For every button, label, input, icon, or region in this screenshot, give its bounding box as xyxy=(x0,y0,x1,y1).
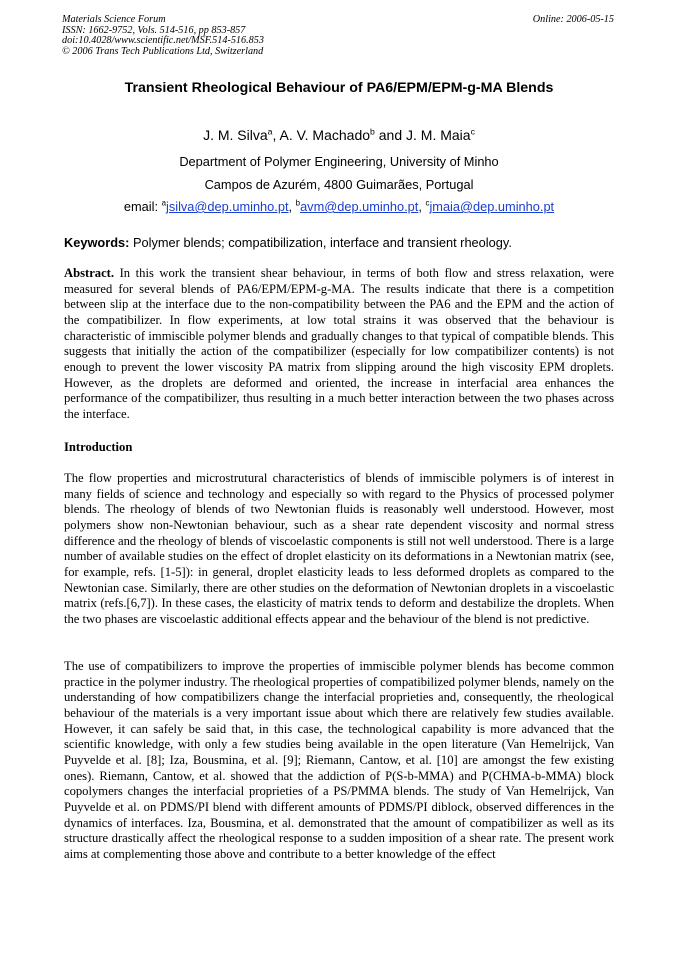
author-2-mark: b xyxy=(370,126,375,137)
email-line xyxy=(0,199,678,214)
paper-title: Transient Rheological Behaviour of PA6/EPM/EPM-g-MA Blends xyxy=(124,80,554,96)
author-3: J. M. Maia xyxy=(406,127,471,143)
online-date: Online: 2006-05-15 xyxy=(532,14,614,25)
keywords-label: Keywords: xyxy=(64,235,130,250)
author-2: A. V. Machado xyxy=(279,127,371,143)
email-link-3[interactable]: jmaia@dep.uminho.pt xyxy=(429,199,555,214)
email-link-1[interactable]: jsilva@dep.uminho.pt xyxy=(165,199,289,214)
intro-paragraph-2 xyxy=(64,659,614,863)
intro-paragraph-1 xyxy=(64,471,614,628)
affiliation-department: Department of Polymer Engineering, University of Minho xyxy=(179,154,499,169)
abstract-text: In this work the transient shear behaviour, in terms of both flow and stress relaxation, were measured for several blends of PA6/EPM/EPM-g-MA. The results indicate that there is a competition between slip at the interface due to the non-compatibility between the PA6 and the EPM and the action of the compatibilizer. In flow experiments, at low total strains it was observed that the behaviour is characteristic of immiscible polymer blends and gradually changes to that typical of compatible blends. This suggests that initially the action of the compatibilizer (especially for low compatibilizer contents) is not enough to prevent the lower viscosity PA matrix from slipping around the high viscosity EPM droplets. However, as the droplets are deformed and oriented, the increase in interfacial area enhances the performance of the compatibilizer, thus resulting in a much better interaction between the two phases across the interface. xyxy=(64,266,614,421)
email-label: email: xyxy=(123,199,162,214)
email-1-mark: a xyxy=(161,198,166,208)
email-separator: , xyxy=(288,199,296,214)
email-separator: , xyxy=(418,199,426,214)
author-separator: , xyxy=(272,127,280,143)
section-heading-introduction: Introduction xyxy=(64,440,133,454)
author-separator: and xyxy=(374,127,406,143)
intro-paragraph-2-text: The use of compatibilizers to improve the properties of immiscible polymer blends has become common practice in the polymer industry. The rheological properties of compatibilized polymer blends, namely on the understanding of how compatibilizers change the interfacial proprieties and, consequently, the rheological behaviour of the materials is a very important issue about which there are relatively few studies available. However, it can safely be said that, in this case, the technological capability is more advanced that the scientific knowledge, with only a few studies being available in the open literature (Van Hemelrijck, Van Puyvelde et al. [8]; Iza, Bousmina, et al. [9]; Riemann, Cantow, et al. [10] are amongst the few existing ones). Riemann, Cantow, et al. showed that the addiction of P(S-b-MMA) and P(CHMA-b-MMA) block copolymers changes the interfacial proprieties of a PS/PMMA blends. The study of Van Hemelrijck, Van Puyvelde et al. on PDMS/PI blend with different amounts of PDMS/PI diblock, observed differences in the dynamics of interfaces. Iza, Bousmina, et al. demonstrated that the amount of compatibilizer as well as its structure drastically affect the rheological response to a sudden imposition of a shear rate. The present work aims at complementing those above and contribute to a better knowledge of the effect xyxy=(64,659,614,861)
journal-name: Materials Science Forum xyxy=(62,14,166,25)
affiliation-address: Campos de Azurém, 4800 Guimarães, Portugal xyxy=(204,177,474,192)
intro-paragraph-1-text: The flow properties and microstrutural characteristics of blends of immiscible polymers is of interest in many fields of science and technology and especially so with regard to the Physics of processed polymer blends. The rheology of blends of two Newtonian fluids is reasonably well understood. However, most polymers show non-Newtonian behaviour, such as a shear rate dependent viscosity and normal stress difference and the rheology of blends of viscoelastic components is still not well understood. There is a large number of available studies on the effect of droplet elasticity on its deformations in a Newtonian matrix (see, for example, refs. [1-5]): in general, droplet elasticity leads to less deformed droplets as compared to the Newtonian case. Similarly, there are other studies on the deformation of Newtonian droplets in a viscoelastic matrix (refs.[6,7]). In these cases, the elasticity of matrix tends to deform and destabilize the droplets. When the two phases are viscoelastic additional effects appear and the behaviour of the blend is not predictive. xyxy=(64,471,614,626)
email-3-mark: c xyxy=(425,198,430,208)
issn-line: ISSN: 1662-9752, Vols. 514-516, pp 853-857 xyxy=(62,24,246,36)
author-1-mark: a xyxy=(267,126,273,137)
journal-header xyxy=(62,15,264,57)
keywords-text: Polymer blends; compatibilization, interface and transient rheology. xyxy=(129,235,512,250)
doi-line: doi:10.4028/www.scientific.net/MSF.514-516.853 xyxy=(62,35,264,47)
abstract xyxy=(64,266,614,423)
copyright-line: © 2006 Trans Tech Publications Ltd, Switzerland xyxy=(62,45,264,57)
author-3-mark: c xyxy=(470,126,475,137)
abstract-label: Abstract. xyxy=(64,266,115,280)
keywords xyxy=(64,235,616,250)
email-link-2[interactable]: avm@dep.uminho.pt xyxy=(300,199,419,214)
author-1: J. M. Silva xyxy=(203,127,268,143)
author-line xyxy=(0,127,678,143)
email-2-mark: b xyxy=(295,198,301,208)
